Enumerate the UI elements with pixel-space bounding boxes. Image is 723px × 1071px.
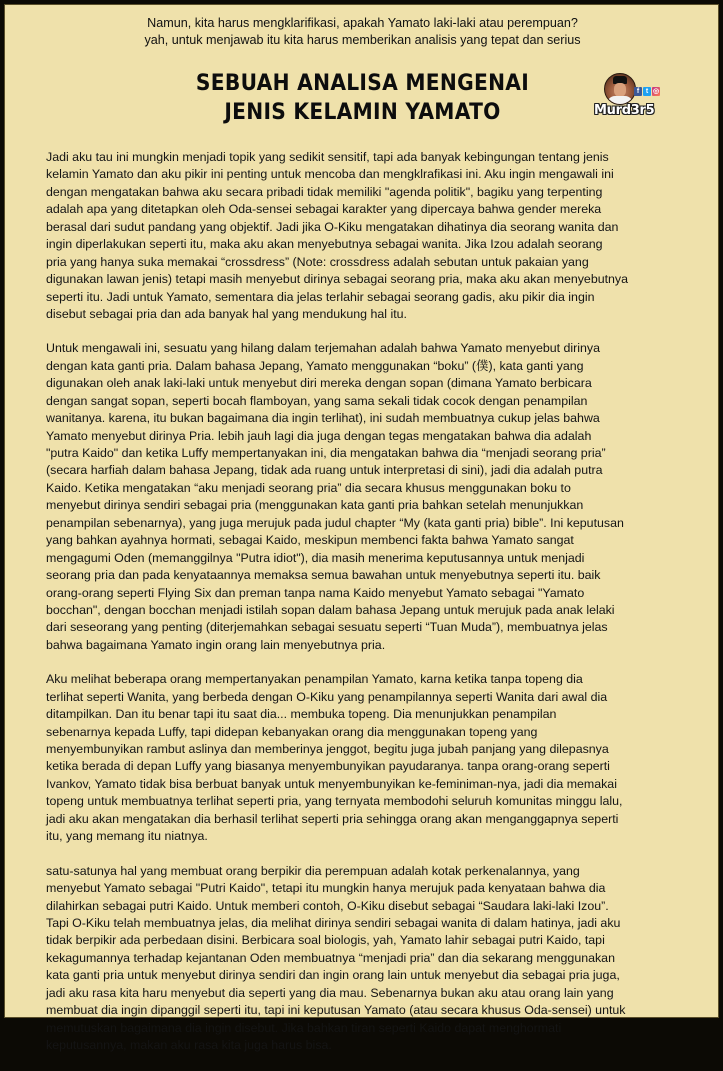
author-handle: Murd3r5 xyxy=(594,103,655,118)
text-line: bahwa bagaimana Yamato ingin orang lain menyebutnya pria. xyxy=(46,637,386,652)
text-line: ingin diperlakukan seperti itu, maka aku akan menyebutnya sebagai wanita. Jika Izou adalah seorang xyxy=(46,237,603,252)
text-line: wanitanya. karena, itu bukan bagaimana dia ingin terlihat), ini sudah membuatnya cukup jelas bahwa xyxy=(46,411,600,426)
text-line: tidak berpikir ada perbedaan disini. Berbicara soal biologis, yah, Yamato lahir sebagai putri Kaido, tapi xyxy=(46,933,605,948)
text-line: menyebut dirinya sendiri sebagai pria (menggunakan kata ganti pria bahkan setelah menunjukkan xyxy=(46,498,584,513)
text-line: dengan kata ganti pria. Dalam bahasa Jepang, Yamato menggunakan “boku” (僕), kata ganti yang xyxy=(46,358,584,373)
text-line: dari seseorang yang penting (diterjemahkan sebagai sesuatu seperti “Tuan Muda”), membuatnya jelas xyxy=(46,620,608,635)
title-line: SEBUAH ANALISA MENGENAI xyxy=(195,71,530,96)
paragraph-1 xyxy=(46,149,686,323)
paragraph-4 xyxy=(46,863,686,1055)
page-title xyxy=(34,69,692,127)
article-body xyxy=(46,149,686,1071)
text-line: menyebut Yamato sebagai "Putri Kaido", tetapi itu mungkin hanya merujuk pada kenyataan bahwa dia xyxy=(46,881,606,896)
intro-line: Namun, kita harus mengklarifikasi, apakah Yamato laki-laki atau perempuan? xyxy=(147,16,578,30)
text-line: keputusannya, makan aku rasa kita juga harus bisa. xyxy=(46,1038,332,1052)
text-line: Untuk mengawali ini, sesuatu yang hilang dalam terjemahan adalah bahwa Yamato menyebut dirinya xyxy=(46,341,601,356)
text-line: berasal dari sudut pandang yang objektif. Jadi jika O-Kiku mengatakan dihatinya dia seorang wanita dan xyxy=(46,219,619,234)
title-line: JENIS KELAMIN YAMATO xyxy=(224,100,501,125)
paragraph-2 xyxy=(46,340,686,654)
text-line: digunakan oleh anak laki-laki untuk menyebut diri mereka dengan sopan (dimana Yamato berbicara xyxy=(46,376,592,391)
text-line: jadi aku rasa kita haru menyebut dia seperti yang dia mau. Sebenarnya bukan aku atau orang lain yang xyxy=(46,985,614,1000)
text-line: Ivankov, Yamato tidak bisa berbuat banyak untuk menyembunyikan ke-feminiman-nya, jadi dia memakai xyxy=(46,776,617,791)
text-line: Yamato menyebut dirinya Pria. lebih jauh lagi dia juga dengan tegas mengatakan bahwa dia adalah xyxy=(46,428,592,443)
text-line: dengan sangat sopan, seperti bocah flamboyan, yang sama sekali tidak cocok dengan penampilan xyxy=(46,393,588,408)
text-line: dengan mengatakan bahwa aku secara pribadi tidak memiliki "agenda politik", bagiku yang terpenting xyxy=(46,184,603,199)
text-line: "putra Kaido" dan ketika Luffy mempertanyakan ini, dia mengatakan bahwa dia “menjadi seorang pria” xyxy=(46,446,606,460)
text-line: kekagumannya terhadap kejantanan Oden membuatnya “menjadi pria” dan dia sekarang menggunakan xyxy=(46,950,615,965)
text-line: Kaido. Ketika mengatakan “aku menjadi seorang pria” dia secara khusus menggunakan boku to xyxy=(46,480,571,495)
text-line: orang-orang seperti Flying Six dan preman tanpa nama Kaido menyebut Yamato sebagai "Yamato xyxy=(46,585,585,600)
text-line: (secara harfiah dalam bahasa Jepang, tidak ada ruang untuk interpretasi di sini), jadi dia adalah putra xyxy=(46,463,603,478)
text-line: penampilan sebenarnya), yang juga merujuk pada judul chapter “My (kata ganti pria) bible”. Ini keputusan xyxy=(46,515,624,530)
author-badge xyxy=(594,71,674,121)
facebook-icon: f xyxy=(634,87,642,96)
text-line: Tapi O-Kiku telah membuatnya jelas, dia melihat dirinya sendiri sebagai wanita di dalam hatinya, jadi aku xyxy=(46,915,621,930)
text-line: menyembunyikan rambut aslinya dan memberinya jenggot, begitu juga jubah panjang yang dilepasnya xyxy=(46,742,609,756)
text-line: sebenarnya kepada Luffy, tapi didepan kebanyakan orang dia menggunakan topeng yang xyxy=(46,724,538,739)
text-line: seorang pria dan pada kenyataannya memaksa semua bawahan untuk menyebutnya seperti itu. baik xyxy=(46,568,601,583)
text-line: mengagumi Oden (memanggilnya "Putra idiot"), dia masih menerima keputusannya untuk menjadi xyxy=(46,550,585,565)
instagram-icon: ◎ xyxy=(652,88,660,95)
social-icons xyxy=(634,87,660,96)
text-line: disebut sebagai pria dan ada banyak hal yang mendukung hal itu. xyxy=(46,306,407,321)
text-line: itu, yang memang itu niatnya. xyxy=(46,829,208,844)
text-line: Aku melihat beberapa orang mempertanyakan penampilan Yamato, karna ketika tanpa topeng dia xyxy=(46,672,583,687)
text-line: membuat dia ingin dipanggil seperti itu, tapi ini keputusan Yamato (atau secara khusus Oda-sensei) untuk xyxy=(46,1003,626,1018)
text-line: topeng untuk membuatnya terlihat seperti pria, yang ternyata membodohi seluruh komunitas minggu lalu, xyxy=(46,794,623,809)
intro-line: yah, untuk menjawab itu kita harus memberikan analisis yang tepat dan serius xyxy=(144,33,581,47)
intro-text xyxy=(5,15,720,49)
text-line: yang bahkan ayahnya hormati, sebagai Kaido, meskipun membenci fakta bahwa Yamato sangat xyxy=(46,533,574,548)
text-line: ditampilkan. Dan itu benar tapi itu saat dia... membuka topeng. Dia menunjukkan penampilan xyxy=(46,707,557,722)
text-line: terlihat seperti Wanita, yang berbeda dengan O-Kiku yang penampilannya seperti Wanita dari awal dia xyxy=(46,689,608,704)
text-line: memutuskan bagaimana dia ingin disebut. Jika bahkan tiran seperti Kaido dapat menghormati xyxy=(46,1020,562,1035)
avatar-face xyxy=(614,83,626,97)
twitter-icon: t xyxy=(643,87,651,96)
paragraph-3 xyxy=(46,671,686,845)
text-line: jadi aku akan mengatakan dia berhasil terlihat seperti pria sehingga orang akan menganggapnya seperti xyxy=(46,811,619,826)
text-line: seperti itu. Jadi untuk Yamato, sementara dia jelas terlahir sebagai seorang gadis, aku pikir dia ingin xyxy=(46,289,595,304)
document-page xyxy=(4,4,719,1052)
text-line: adalah apa yang ditetapkan oleh Oda-sensei sebagai karakter yang dipercaya bahwa gender mereka xyxy=(46,202,602,217)
text-line: dilahirkan sebagai putri Kaido. Untuk memberi contoh, O-Kiku disebut sebagai “Saudara laki-laki Izou”. xyxy=(46,898,609,913)
text-line: kelamin Yamato dan aku pikir ini penting untuk mencoba dan mengklrafikasi ini. Aku ingin mengawali ini xyxy=(46,167,614,182)
text-line: digunakan lawan jenis) tetapi masih menyebut dirinya sebagai seorang pria, maka aku akan menyebutnya xyxy=(46,272,629,287)
text-line: pria yang hanya suka memakai “crossdress” (Note: crossdress adalah sebutan untuk pakaian yang xyxy=(46,254,589,269)
text-line: Jadi aku tau ini mungkin menjadi topik yang sedikit sensitif, tapi ada banyak kebingungan tentang jenis xyxy=(46,150,609,164)
text-line: satu-satunya hal yang membuat orang berpikir dia perempuan adalah kotak perkenalannya, yang xyxy=(46,863,580,878)
text-line: bocchan", dengan bocchan menjadi istilah sopan dalam bahasa Jepang untuk merujuk pada anak lelaki xyxy=(46,602,615,617)
avatar xyxy=(604,73,636,105)
text-line: ketika berada di depan Luffy yang biasanya menyembunyikan payudaranya. tanpa orang-orang seperti xyxy=(46,759,610,774)
text-line: kata ganti pria untuk menyebut dirinya sendiri dan ingin orang lain untuk menyebut dia sebagai pria juga, xyxy=(46,968,620,983)
